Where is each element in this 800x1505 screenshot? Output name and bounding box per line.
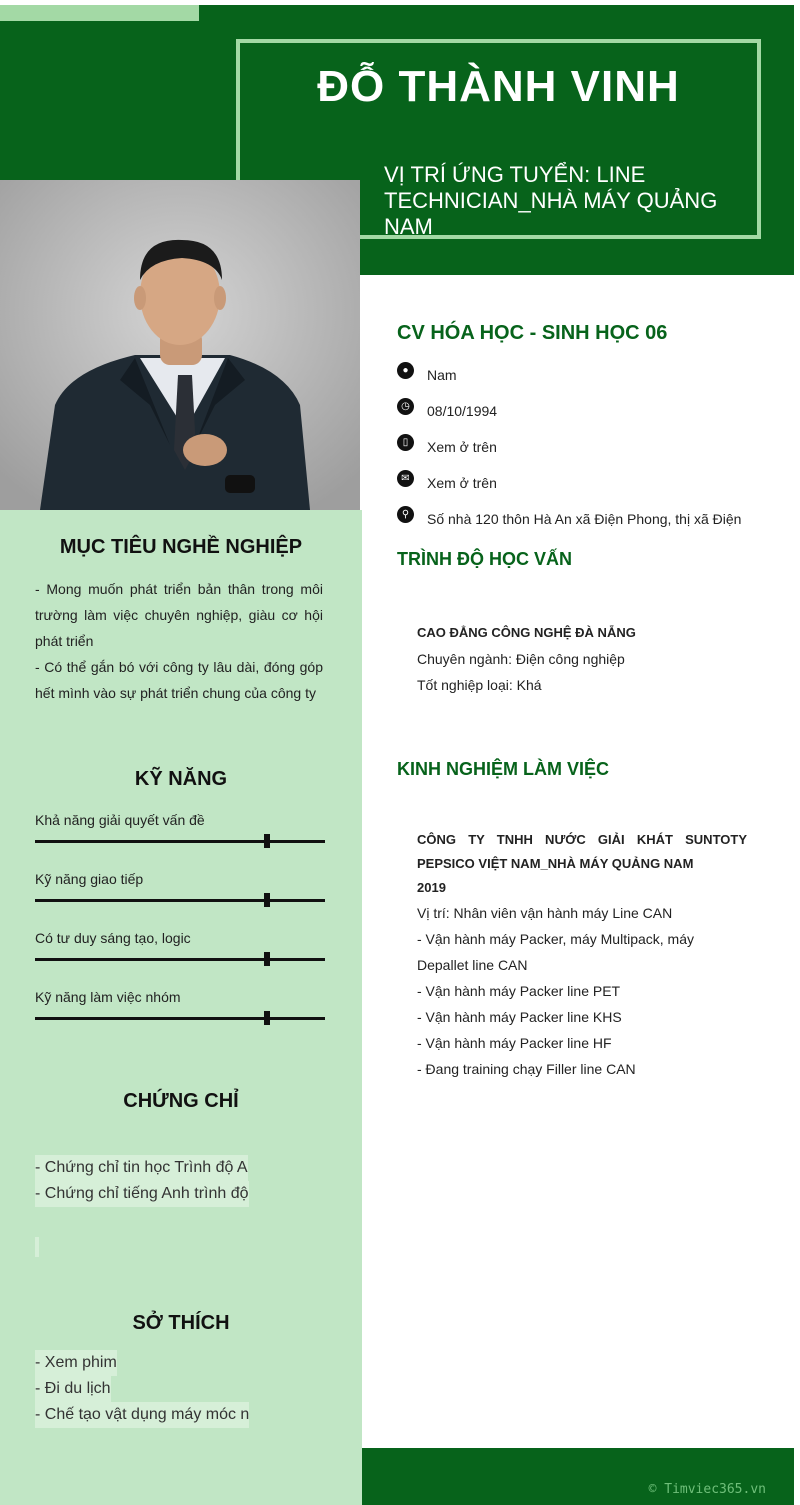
portrait-illustration — [0, 180, 360, 510]
objective-heading: MỤC TIÊU NGHỀ NGHIỆP — [59, 536, 303, 558]
education-heading: TRÌNH ĐỘ HỌC VẤN — [397, 549, 572, 569]
candidate-name: ĐỖ THÀNH VINH — [317, 62, 680, 111]
contact-birthday — [397, 392, 757, 428]
profile-photo — [0, 180, 360, 510]
hobbies-list — [35, 1350, 249, 1428]
skill-knob — [264, 834, 270, 848]
skill-bar — [35, 958, 325, 961]
experience-block — [417, 828, 747, 1082]
page-right-edge — [794, 0, 800, 1505]
skill-knob — [264, 1011, 270, 1025]
contact-gender-text: Nam — [427, 367, 457, 383]
skill-item — [35, 989, 325, 1020]
footer-bar — [362, 1448, 794, 1505]
experience-heading: KINH NGHIỆM LÀM VIỆC — [397, 759, 610, 779]
skill-item — [35, 812, 325, 843]
education-major: Chuyên ngành: Điện công nghiệp — [417, 651, 625, 667]
skill-item — [35, 930, 325, 961]
cv-title: CV HÓA HỌC - SINH HỌC 06 — [397, 322, 668, 344]
skill-knob — [264, 893, 270, 907]
skill-item — [35, 871, 325, 902]
contact-birthday-text: 08/10/1994 — [427, 403, 498, 419]
skills-heading: KỸ NĂNG — [134, 768, 228, 790]
skill-label: Kỹ năng giao tiếp — [35, 871, 144, 887]
skill-bar — [35, 1017, 325, 1020]
contact-address — [397, 500, 757, 536]
contact-address-text: Số nhà 120 thôn Hà An xã Điện Phong, thị xã Điện — [427, 511, 742, 527]
hobby-item: - Xem phim — [35, 1350, 117, 1376]
education-block — [417, 620, 747, 698]
contact-phone-text: Xem ở trên — [427, 439, 497, 455]
user-icon: ● — [397, 362, 414, 379]
objective-text — [35, 576, 323, 706]
email-icon: ✉ — [397, 470, 414, 487]
experience-company: CÔNG TY TNHH NƯỚC GIẢI KHÁT SUNTOTY PEPSICO VIỆT NAM_NHÀ MÁY QUẢNG NAM — [417, 832, 747, 871]
location-icon: ⚲ — [397, 506, 414, 523]
experience-year: 2019 — [417, 880, 446, 895]
contact-email-text: Xem ở trên — [427, 475, 497, 491]
skill-label: Khả năng giải quyết vấn đề — [35, 812, 205, 828]
skill-bar — [35, 840, 325, 843]
education-grade: Tốt nghiệp loại: Khá — [417, 677, 542, 693]
experience-line: Vị trí: Nhân viên vận hành máy Line CAN — [417, 905, 673, 921]
experience-line: - Vận hành máy Packer, máy Multipack, máy Depallet line CAN — [417, 931, 694, 973]
header-accent-bar — [0, 5, 199, 21]
certificate-item: - Chứng chỉ tiếng Anh trình độ — [35, 1181, 249, 1207]
education-school: CAO ĐẲNG CÔNG NGHỆ ĐÀ NẴNG — [417, 625, 636, 640]
skill-knob — [264, 952, 270, 966]
applied-position: VỊ TRÍ ỨNG TUYỂN: LINE TECHNICIAN_NHÀ MÁY QUẢNG NAM — [384, 162, 718, 239]
experience-line: - Vận hành máy Packer line KHS — [417, 1009, 622, 1025]
skill-label: Có tư duy sáng tạo, logic — [35, 930, 191, 946]
experience-line: - Vận hành máy Packer line PET — [417, 983, 621, 999]
experience-line: - Vận hành máy Packer line HF — [417, 1035, 612, 1051]
hobbies-heading: SỞ THÍCH — [132, 1312, 230, 1334]
objective-line: - Mong muốn phát triển bản thân trong môi trường làm việc chuyên nghiệp, giàu cơ hội phát triển — [35, 581, 323, 649]
hobby-item: - Đi du lịch — [35, 1376, 111, 1402]
contact-gender — [397, 356, 757, 392]
contact-phone — [397, 428, 757, 464]
certificate-item: - Chứng chỉ tin học Trình độ A — [35, 1155, 248, 1181]
hobby-item: - Chế tạo vật dụng máy móc n — [35, 1402, 249, 1428]
skill-label: Kỹ năng làm việc nhóm — [35, 989, 181, 1005]
certificates-heading: CHỨNG CHỈ — [123, 1090, 239, 1112]
contact-list — [397, 356, 757, 527]
clock-icon: ◷ — [397, 398, 414, 415]
phone-icon: ▯ — [397, 434, 414, 451]
certificate-blank-line — [35, 1237, 39, 1257]
contact-email — [397, 464, 757, 500]
objective-line: - Có thể gắn bó với công ty lâu dài, đóng góp hết mình vào sự phát triển chung của công ty — [35, 659, 323, 701]
footer-watermark: © Timviec365.vn — [648, 1482, 766, 1497]
experience-line: - Đang training chạy Filler line CAN — [417, 1061, 636, 1077]
skill-bar — [35, 899, 325, 902]
certificates-list — [35, 1155, 249, 1207]
